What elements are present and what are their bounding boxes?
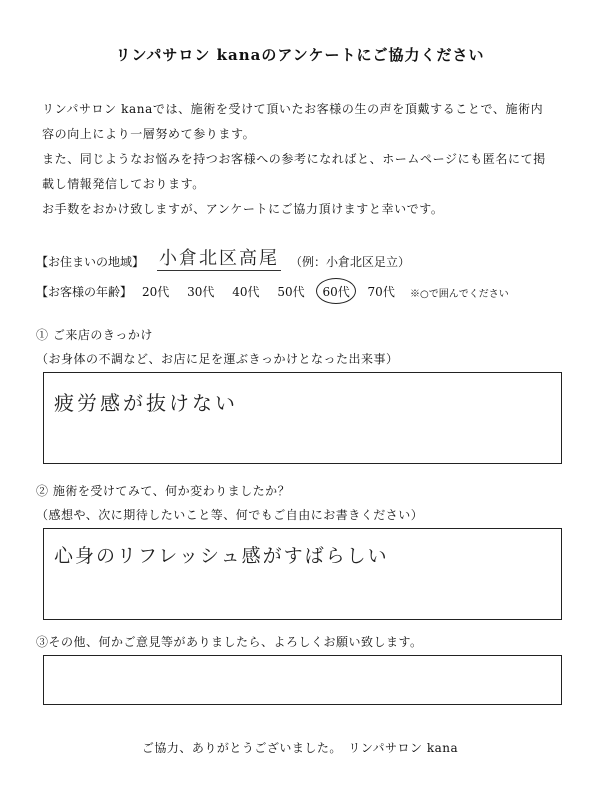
area-label: 【お住まいの地域】 bbox=[36, 255, 145, 269]
area-example: （例：小倉北区足立） bbox=[290, 255, 411, 269]
age-options bbox=[142, 283, 409, 300]
q3-title: ③その他、何かご意見等がありましたら、よろしくお願い致します。 bbox=[36, 635, 423, 649]
intro-line-2: 容の向上により一層努めて参ります。 bbox=[42, 127, 256, 141]
q1-subtitle: （お身体の不調など、お店に足を運ぶきっかけとなった出来事） bbox=[36, 352, 399, 366]
age-note: ※○で囲んでください bbox=[410, 289, 509, 300]
q1-answer-box[interactable] bbox=[43, 372, 562, 464]
q1-title: ① ご来店のきっかけ bbox=[36, 328, 153, 342]
footer-thanks: ご協力、ありがとうございました。 リンパサロン kana bbox=[141, 741, 459, 755]
age-option-40[interactable]: 40代 bbox=[232, 285, 260, 299]
intro-line-1: リンパサロン kanaでは、施術を受けて頂いたお客様の生の声を頂戴することで、施術内 bbox=[42, 102, 544, 116]
q2-answer-box[interactable] bbox=[43, 528, 562, 620]
q2-answer: 心身のリフレッシュ感がすばらしい bbox=[54, 545, 389, 567]
q3-answer-box[interactable] bbox=[43, 655, 562, 705]
intro-line-4: 載し情報発信しております。 bbox=[42, 177, 205, 191]
age-label: 【お客様の年齢】 bbox=[36, 285, 133, 299]
intro-text bbox=[42, 97, 562, 222]
age-option-70[interactable]: 70代 bbox=[367, 285, 395, 299]
age-option-20[interactable]: 20代 bbox=[142, 285, 170, 299]
age-option-50[interactable]: 50代 bbox=[277, 285, 305, 299]
age-option-30[interactable]: 30代 bbox=[187, 285, 215, 299]
survey-title: リンパサロン kanaのアンケートにご協力ください bbox=[115, 46, 485, 64]
area-answer[interactable]: 小倉北区高尾 bbox=[157, 244, 281, 271]
intro-line-3: また、同じようなお悩みを持つお客様への参考になればと、ホームページにも匿名にて掲 bbox=[42, 152, 546, 166]
age-option-60-selected[interactable]: 60代 bbox=[322, 285, 350, 299]
q1-answer: 疲労感が抜けない bbox=[54, 391, 238, 415]
q2-title: ② 施術を受けてみて、何か変わりましたか？ bbox=[36, 484, 291, 498]
q2-subtitle: （感想や、次に期待したいこと等、何でもご自由にお書きください） bbox=[36, 508, 424, 522]
intro-line-5: お手数をおかけ致しますが、アンケートにご協力頂けますと幸いです。 bbox=[42, 202, 444, 216]
